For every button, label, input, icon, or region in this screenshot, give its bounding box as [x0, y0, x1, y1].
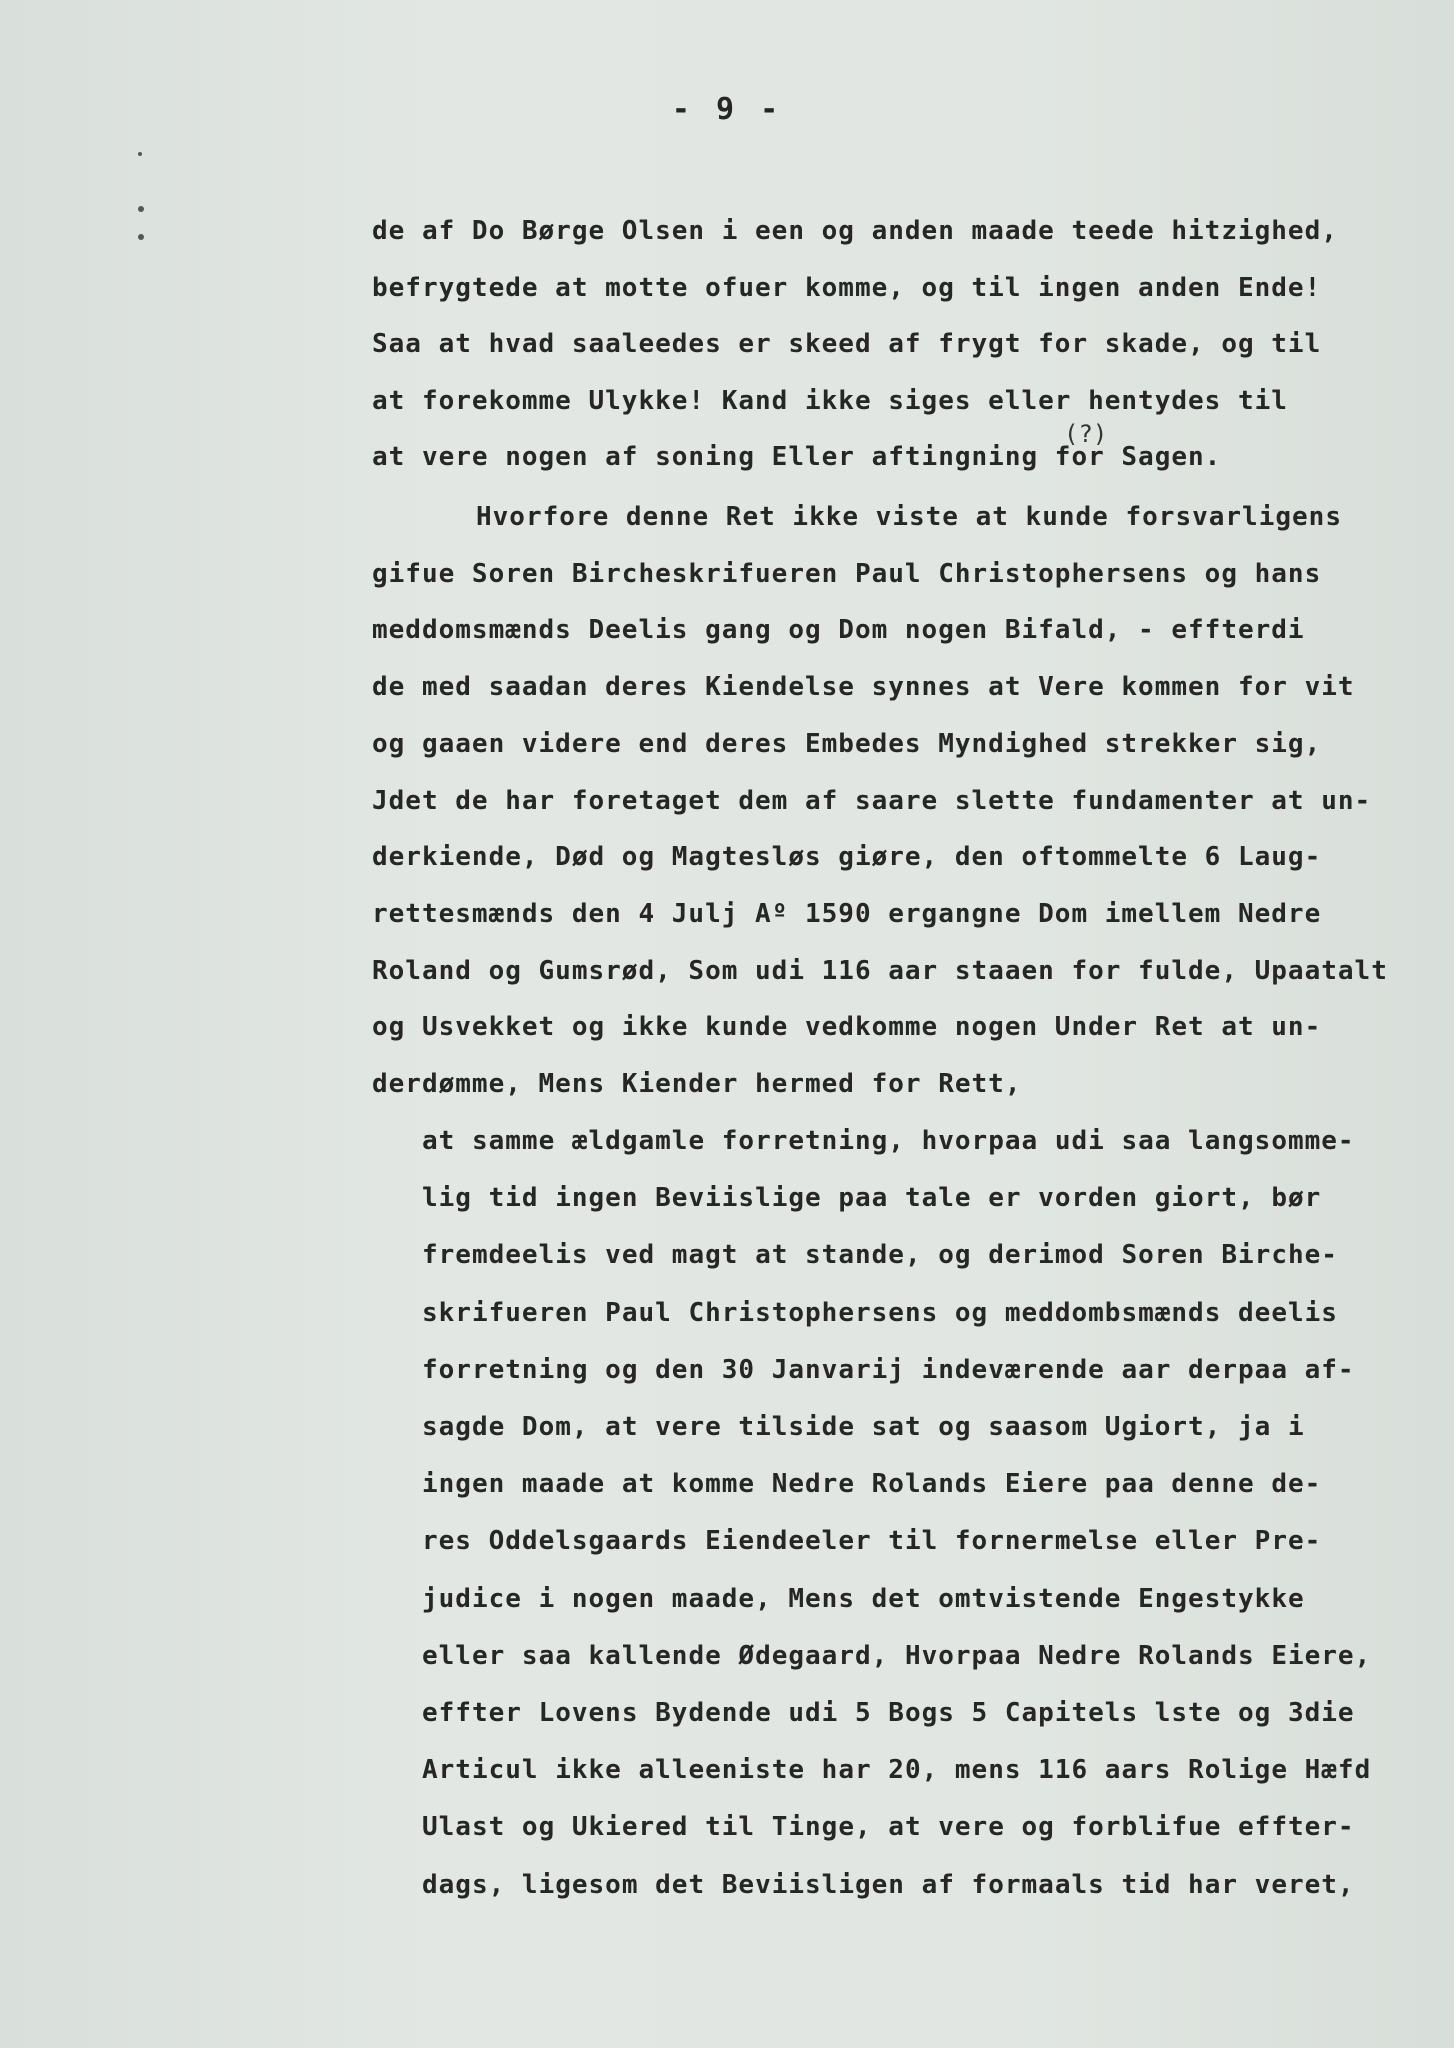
text-line: og gaaen videre end deres Embedes Myndighed strekker sig,: [372, 729, 1322, 759]
text-line: Ulast og Ukiered til Tinge, at vere og forblifue effter-: [422, 1812, 1355, 1842]
text-line: rettesmænds den 4 Julj Aº 1590 ergangne Dom imellem Nedre: [372, 899, 1322, 929]
text-line: og Usvekket og ikke kunde vedkomme nogen Under Ret at un-: [372, 1012, 1322, 1042]
text-line: Roland og Gumsrød, Som udi 116 aar staaen for fulde, Upaatalt: [372, 956, 1388, 986]
margin-mark: [138, 206, 144, 212]
text-line: Hvorfore denne Ret ikke viste at kunde forsvarligens: [476, 502, 1342, 532]
text-line: skrifueren Paul Christophersens og meddombsmænds deelis: [422, 1298, 1338, 1328]
text-line: eller saa kallende Ødegaard, Hvorpaa Nedre Rolands Eiere,: [422, 1641, 1372, 1671]
page-number: - 9 -: [671, 92, 783, 127]
text-line: forretning og den 30 Janvarij indeværende aar derpaa af-: [422, 1355, 1355, 1385]
text-line: gifue Soren Bircheskrifueren Paul Christophersens og hans: [372, 559, 1322, 589]
text-line: at vere nogen af soning Eller aftingning for Sagen.: [372, 442, 1222, 472]
text-line: Jdet de har foretaget dem af saare slette fundamenter at un-: [372, 786, 1372, 816]
text-line: meddomsmænds Deelis gang og Dom nogen Bifald, - effterdi: [372, 615, 1305, 645]
text-line: dags, ligesom det Beviisligen af formaals tid har veret,: [422, 1870, 1355, 1900]
text-line: lig tid ingen Beviislige paa tale er vorden giort, bør: [422, 1183, 1322, 1213]
text-line: de med saadan deres Kiendelse synnes at Vere kommen for vit: [372, 672, 1355, 702]
text-line: at samme ældgamle forretning, hvorpaa udi saa langsomme-: [422, 1126, 1355, 1156]
text-line: sagde Dom, at vere tilside sat og saasom Ugiort, ja i: [422, 1412, 1305, 1442]
text-line: ingen maade at komme Nedre Rolands Eiere paa denne de-: [422, 1469, 1322, 1499]
text-line: derdømme, Mens Kiender hermed for Rett,: [372, 1069, 1022, 1099]
text-line: derkiende, Død og Magtesløs giøre, den oftommelte 6 Laug-: [372, 842, 1322, 872]
margin-mark: [138, 152, 142, 156]
margin-mark: [138, 234, 144, 240]
question-annotation: (?): [1064, 420, 1108, 448]
text-line: judice i nogen maade, Mens det omtvistende Engestykke: [422, 1584, 1305, 1614]
text-line: fremdeelis ved magt at stande, og derimod Soren Birche-: [422, 1240, 1338, 1270]
text-line: at forekomme Ulykke! Kand ikke siges eller hentydes til: [372, 386, 1288, 416]
text-line: befrygtede at motte ofuer komme, og til ingen anden Ende!: [372, 273, 1322, 303]
text-line: res Oddelsgaards Eiendeeler til fornermelse eller Pre-: [422, 1526, 1322, 1556]
text-line: Articul ikke alleeniste har 20, mens 116 aars Rolige Hæfd: [422, 1755, 1372, 1785]
text-line: effter Lovens Bydende udi 5 Bogs 5 Capitels lste og 3die: [422, 1698, 1355, 1728]
text-line: de af Do Børge Olsen i een og anden maade teede hitzighed,: [372, 216, 1338, 246]
text-line: Saa at hvad saaleedes er skeed af frygt for skade, og til: [372, 329, 1322, 359]
